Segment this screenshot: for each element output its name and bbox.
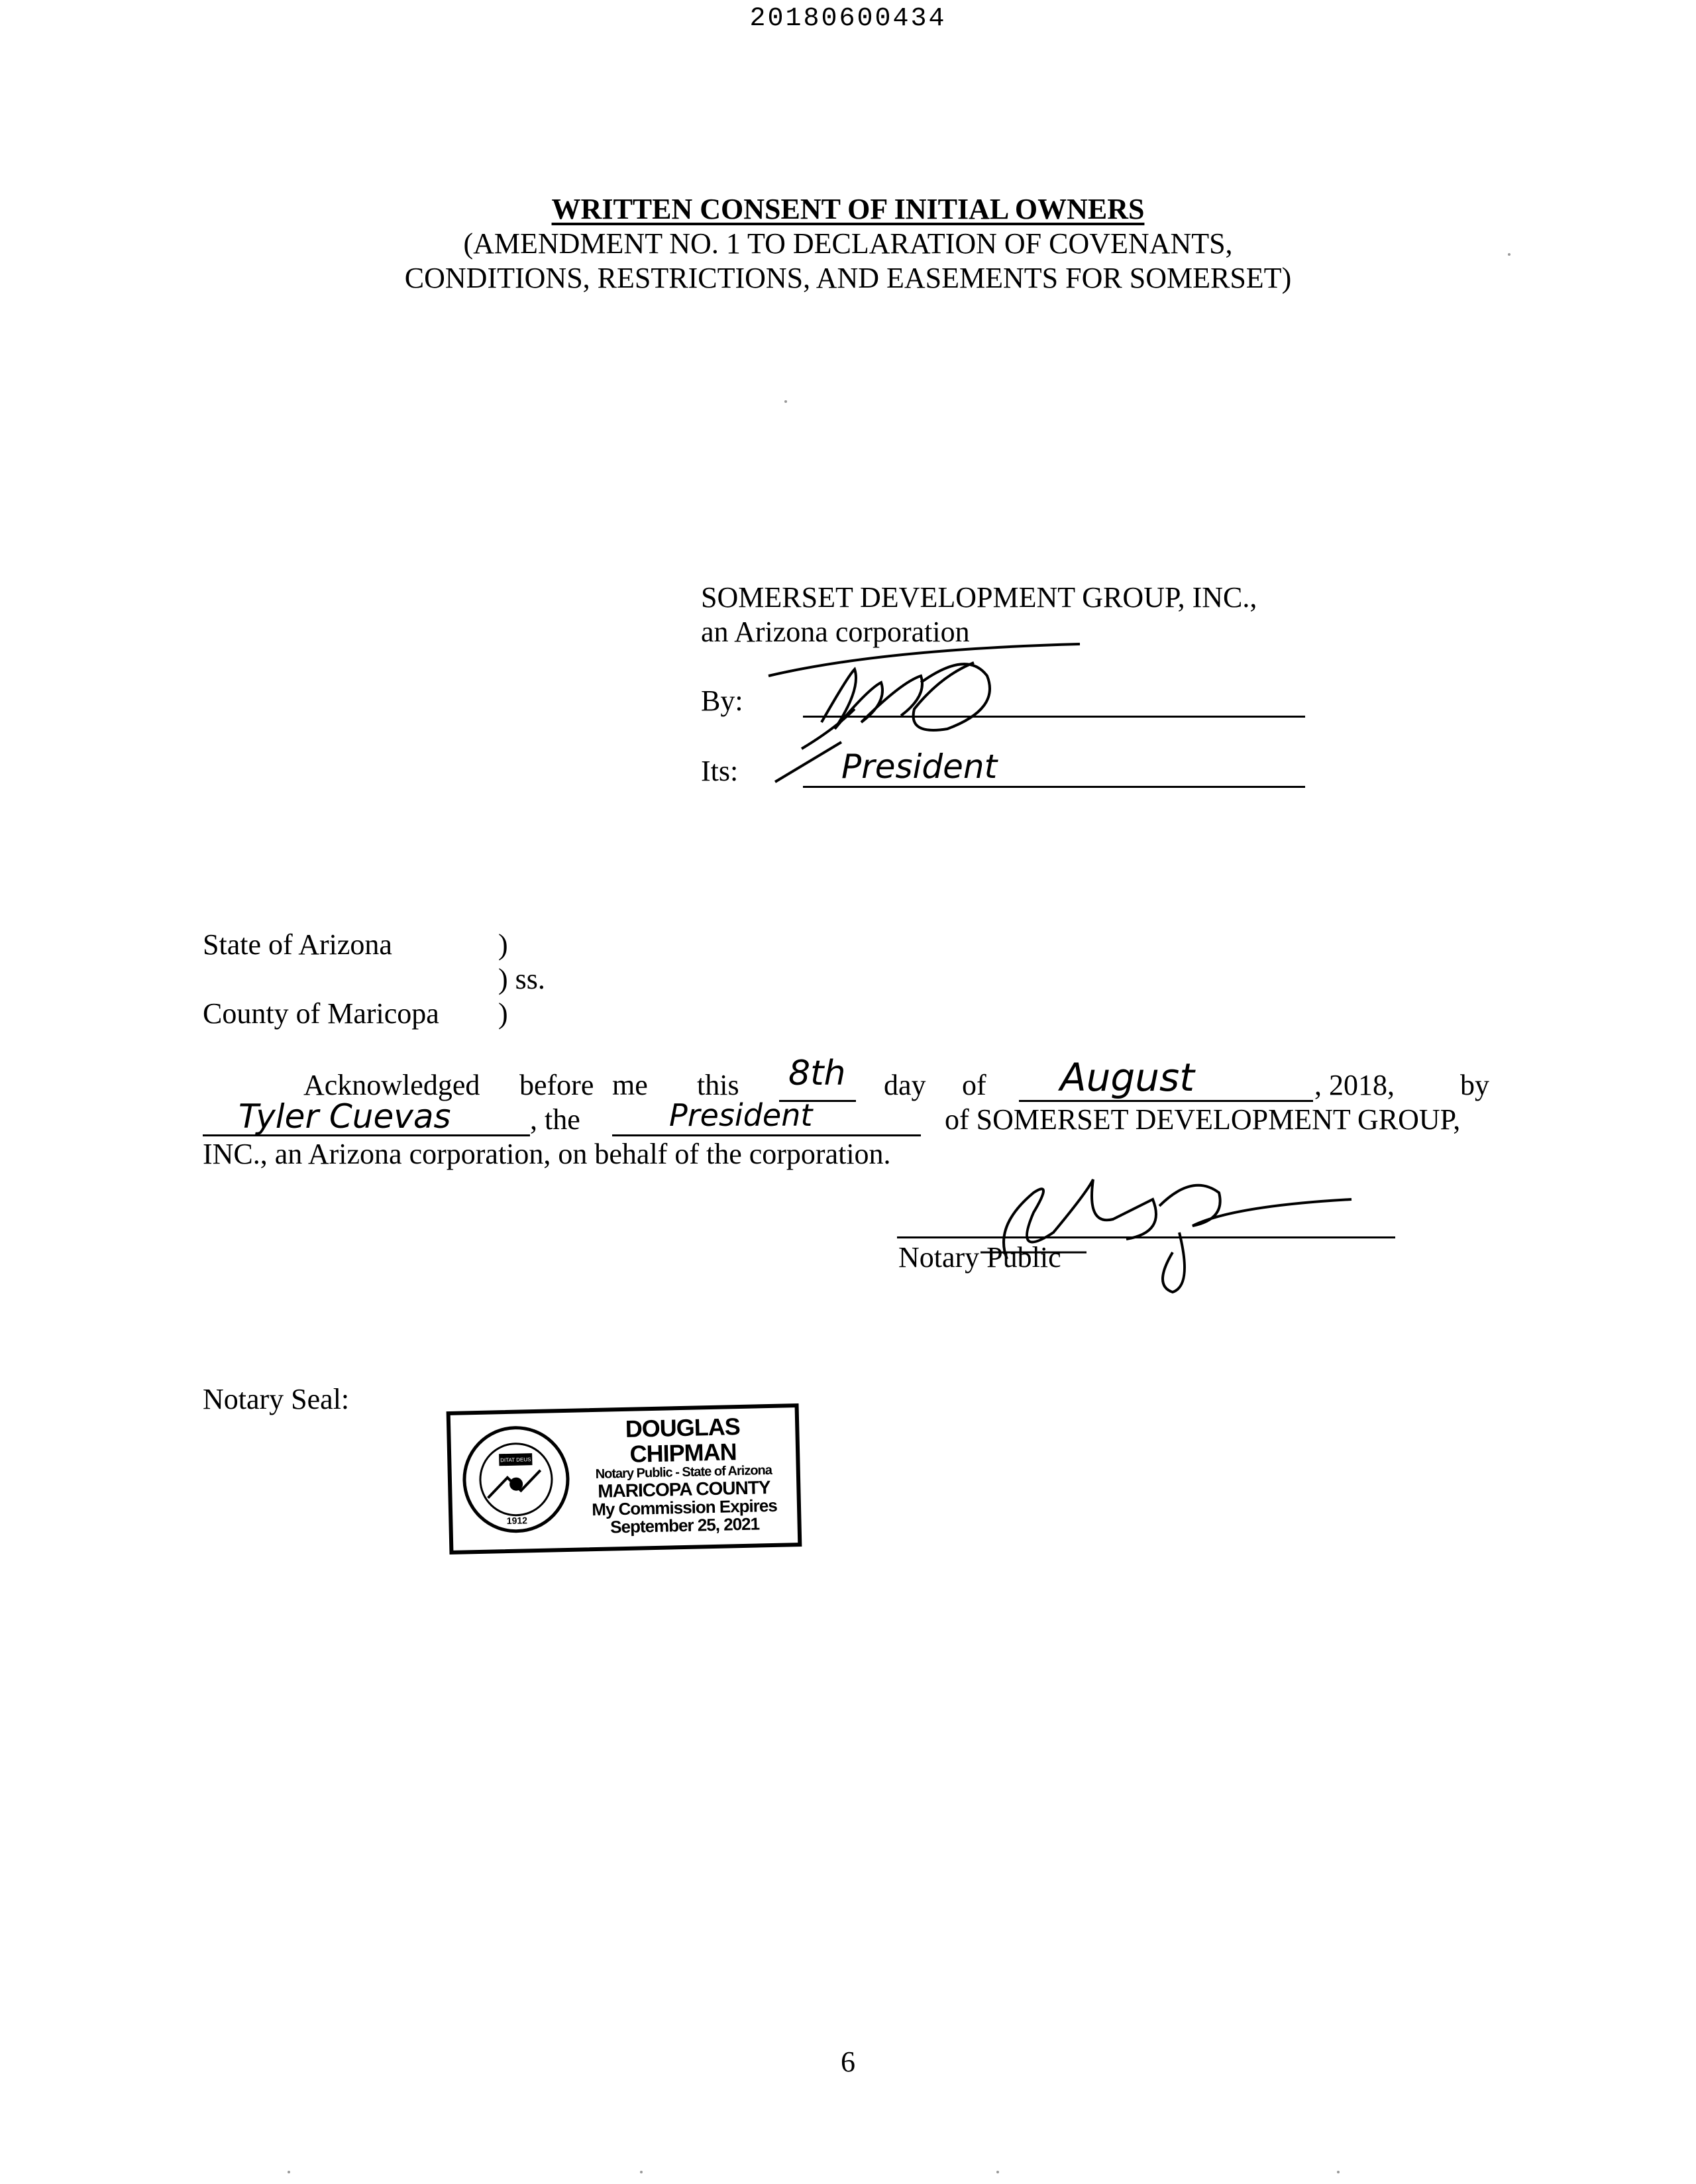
stamp-line-2: Notary Public - State of Arizona [595,1462,772,1482]
title-line [612,1134,921,1136]
ack-year: , 2018, [1314,1069,1395,1101]
ack-by: by [1460,1069,1489,1101]
venue-state: State of Arizona [203,928,392,961]
stamp-name: DOUGLAS CHIPMAN [625,1413,741,1468]
stamp-expiry: September 25, 2021 [610,1513,760,1537]
notary-signature [954,1153,1365,1299]
venue-paren-bottom: ) [498,997,508,1030]
stamp-line-4: My Commission Expires [591,1495,778,1520]
scan-speck [1508,253,1510,256]
venue-ss: ) ss. [498,963,545,995]
document-number: 20180600434 [749,4,947,34]
scan-speck [1337,2171,1340,2173]
month-handwritten: August [1060,1055,1194,1100]
ack-company: of SOMERSET DEVELOPMENT GROUP, [945,1103,1461,1136]
ack-word: day [884,1069,926,1101]
its-handwritten-value: President [841,747,998,786]
document-subtitle-line-1: (AMENDMENT NO. 1 TO DECLARATION OF COVENANTS, [463,227,1233,260]
venue-paren-top: ) [498,928,508,961]
day-handwritten: 8th [788,1054,846,1093]
ack-word: of [962,1069,986,1101]
document-title: WRITTEN CONSENT OF INITIAL OWNERS [551,193,1145,225]
scan-speck [784,400,787,403]
company-type: an Arizona corporation [701,616,970,648]
ack-word: this [697,1069,739,1101]
ack-word: Acknowledged [303,1069,480,1101]
notary-public-label: Notary Public [898,1241,1061,1274]
name-handwritten: Tyler Cuevas [238,1097,451,1136]
ack-word: before [519,1069,594,1101]
seal-motto: DITAT DEUS [500,1456,531,1464]
company-name: SOMERSET DEVELOPMENT GROUP, INC., [701,581,1257,614]
ack-the: , the [530,1103,580,1136]
title-handwritten: President [669,1097,813,1133]
president-signature [749,636,1093,795]
its-label: Its: [701,755,739,787]
stamp-county: MARICOPA COUNTY [597,1476,770,1502]
by-label: By: [701,684,743,717]
document-subtitle-line-2: CONDITIONS, RESTRICTIONS, AND EASEMENTS FOR SOMERSET) [404,262,1292,294]
ack-line-3: INC., an Arizona corporation, on behalf of the corporation. [203,1138,891,1170]
page-number: 6 [841,2046,855,2078]
month-line [1019,1100,1313,1102]
notary-seal-label: Notary Seal: [203,1383,350,1415]
notary-stamp [447,1403,802,1555]
scan-speck [640,2171,643,2173]
scan-speck [288,2171,290,2173]
seal-year: 1912 [506,1515,528,1527]
venue-county: County of Maricopa [203,997,439,1030]
ack-word: me [612,1069,648,1101]
scan-speck [996,2171,999,2173]
state-seal-icon [460,1423,572,1536]
